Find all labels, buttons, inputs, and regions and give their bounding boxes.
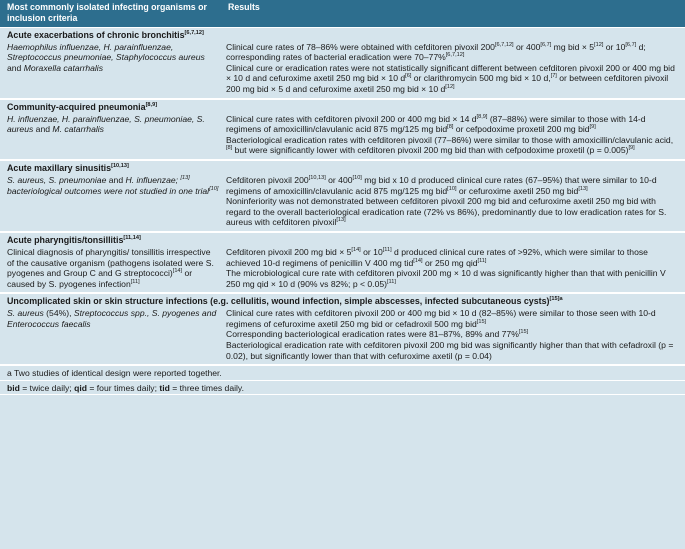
results-cell <box>226 114 685 156</box>
organisms-cell: S. aureus (54%), Streptococcus spp., S. pyogenes and Enterococcus faecalis <box>7 308 217 329</box>
organisms-cell: Haemophilus influenzae, H. parainfluenzae, Streptococcus pneumoniae, Staphylococcus aureus and Moraxella catarrhalis <box>7 41 205 73</box>
section-row <box>0 175 685 228</box>
section-row <box>0 42 685 95</box>
result-text: Clinical cure rates with cefditoren pivoxil 200 or 400 mg bid × 10 d (82–85%) were similar to those seen with 10-d regimens of cefuroxime axetil 250 mg bid or cefadroxil 500 mg bid[15] <box>226 308 656 329</box>
result-text: Cefditoren pivoxil 200 mg bid × 5[14] or 10[11] d produced clinical cure rates of >92%, which were similar to those achieved 10-d regimens of penicillin V 400 mg tid[14] or 250 mg qid[11] <box>226 246 648 268</box>
results-cell <box>226 308 685 361</box>
table-header <box>0 0 685 28</box>
organisms-cell: S. aureus, S. pneumoniae and H. influenzae; [13] bacteriological outcomes were not studied in one trial[10] <box>7 174 219 196</box>
section-row <box>0 308 685 361</box>
result-text: Clinical cure rates with cefditoren pivoxil 200 or 400 mg bid × 14 d[8,9] (87–88%) were similar to those with 14-d regimens of amoxicillin/clavulanic acid 875 mg/125 mg bid[8] or cefpodoxime proxetil 200 mg bid[9] <box>226 113 646 135</box>
section-title: Acute exacerbations of chronic bronchitis[6,7,12] <box>7 29 204 40</box>
results-cell <box>226 247 685 289</box>
result-text: Bacteriological eradication rates with cefditoren pivoxil (77–86%) were similar to those with amoxicillin/clavulanic acid,[8] but were significantly lower with cefditoren pivoxil 200 mg bid than with cefpodoxime proxetil (p = 0.005)[9] <box>226 134 674 156</box>
result-text: Corresponding bacteriological eradication rates were 81–87%, 89% and 77%[15] <box>226 329 529 340</box>
results-cell <box>226 42 685 95</box>
header-col-results: Results <box>228 2 260 12</box>
result-text: Cefditoren pivoxil 200[10,13] or 400[10] mg bid x 10 d produced clinical cure rates (67–95%) that were similar to 10-d regimens of amoxicillin/clavulanic acid 875 mg/125 mg bid[10] or cefuroxime axetil 250 mg bid[13] <box>226 174 657 196</box>
section-title: Acute maxillary sinusitis[10,13] <box>7 162 129 173</box>
organisms-cell: Clinical diagnosis of pharyngitis/ tonsillitis irrespective of the causative organism (pathogens isolated were S. pyogenes and Group C and G streptococci)[14] or caused by S. pyogenes infection[11] <box>7 246 214 289</box>
result-text: Clinical cure or eradication rates were not statistically significant different between cefditoren pivoxil 200 or 400 mg bid × 10 d and cefuroxime axetil 250 mg bid × 10 d[6] or clarithromycin 500 mg bid × 10 d,[7] or between cefditoren pivoxil 200 mg bid × 5 d and cefuroxime axetil 250 mg bid × 10 d[12] <box>226 62 675 94</box>
footnote-a: a Two studies of identical design were reported together. <box>0 366 685 381</box>
section-skin-structure-infections <box>0 294 685 366</box>
results-cell <box>226 175 685 228</box>
section-row <box>0 247 685 289</box>
section-acute-maxillary-sinusitis <box>0 161 685 233</box>
result-text: The microbiological cure rate with cefditoren pivoxil 200 mg × 10 d was significantly higher than that with penicillin V 250 mg qid × 10 d (90% vs 82%; p < 0.05)[11] <box>226 268 666 289</box>
section-acute-pharyngitis-tonsillitis <box>0 233 685 294</box>
section-community-acquired-pneumonia <box>0 100 685 161</box>
section-chronic-bronchitis <box>0 28 685 100</box>
section-title: Community-acquired pneumonia[8,9] <box>7 101 158 112</box>
footnote-abbreviations: bid = twice daily; qid = four times daily; tid = three times daily. <box>0 381 685 396</box>
result-text: Bacteriological eradication rate with cefditoren pivoxil 200 mg bid was significantly higher than that with cefadroxil (p = 0.02), but significantly lower than that with cefuroxime axetil (p = 0.04) <box>226 340 674 361</box>
header-col-organisms: Most commonly isolated infecting organisms or inclusion criteria <box>7 2 207 23</box>
section-row <box>0 114 685 156</box>
organisms-cell: H. influenzae, H. parainfluenzae, S. pneumoniae, S. aureus and M. catarrhalis <box>7 113 205 135</box>
result-text: Noninferiority was not demonstrated between cefditoren pivoxil 200 mg bid and cefuroxime axetil 250 mg bid with regard to the overall bacteriological eradication rate (72% vs 86%), predominantly due to low eradication rates for S. aureus with cefditoren pivoxil[13] <box>226 196 667 228</box>
result-text: Clinical cure rates of 78–86% were obtained with cefditoren pivoxil 200[6,7,12] or 400[6,7] mg bid × 5[12] or 10[6,7] d; corresponding rates of bacterial eradication were 70–77%[6,7,12] <box>226 41 646 63</box>
section-title: Uncomplicated skin or skin structure infections (e.g. cellulitis, wound infection, simple abscesses, infected subcutaneous cysts)$^{[15]a}$ <box>7 296 563 307</box>
section-title: Acute pharyngitis/tonsillitis[11,14] <box>7 234 141 245</box>
